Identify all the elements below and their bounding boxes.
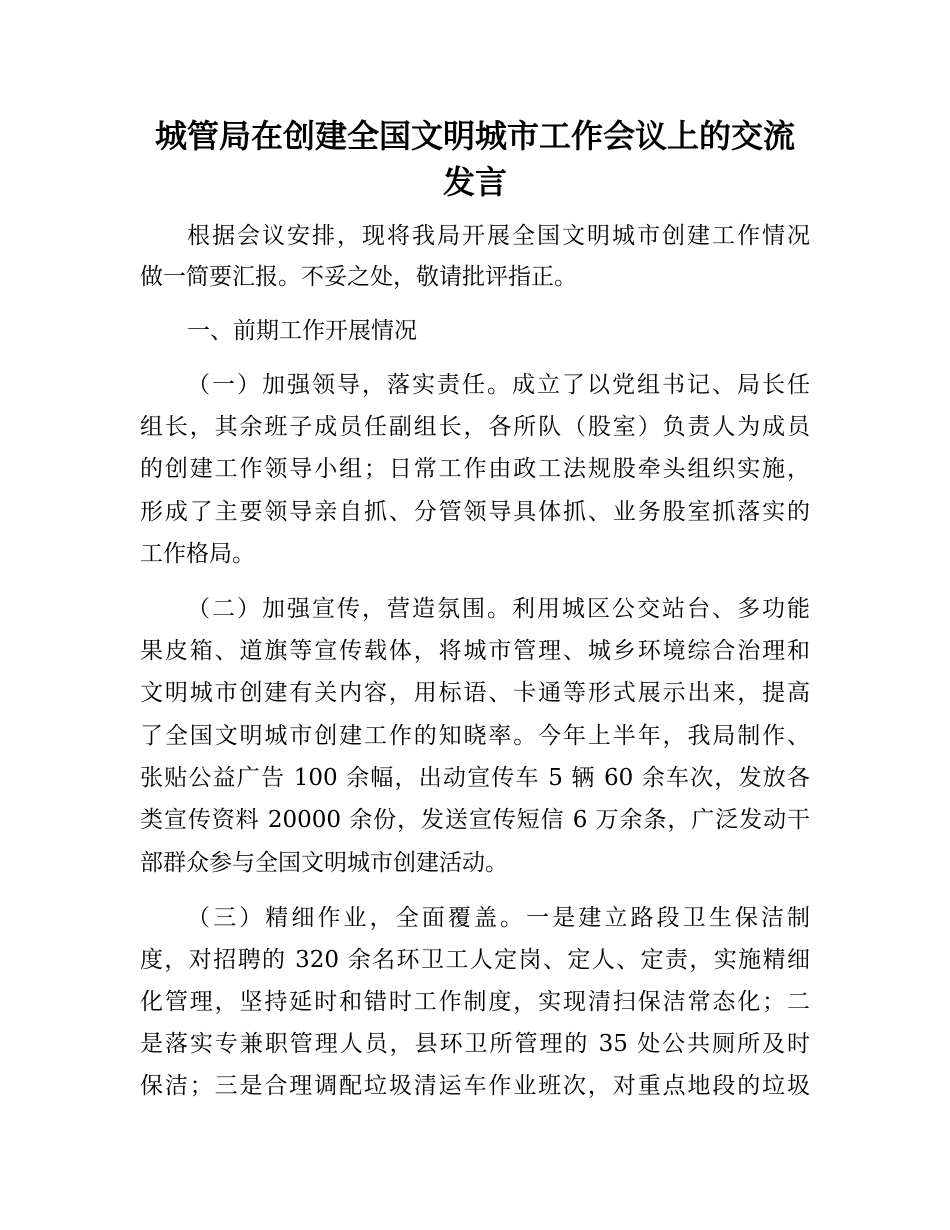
body-line: 果皮箱、道旗等宣传载体，将城市管理、城乡环境综合治理和 — [140, 638, 810, 664]
body-line: 工作格局。 — [140, 541, 255, 567]
body-line: 了全国文明城市创建工作的知晓率。今年上半年，我局制作、 — [140, 723, 810, 749]
body-line: （一）加强领导，落实责任。成立了以党组书记、局长任 — [187, 372, 810, 398]
body-line: 的创建工作领导小组；日常工作由政工法规股牵头组织实施， — [140, 456, 810, 482]
body-line: （二）加强宣传，营造氛围。利用城区公交站台、多功能 — [187, 596, 810, 622]
document-title-line-2: 发言 — [442, 163, 507, 201]
section-heading: 一、前期工作开展情况 — [187, 318, 417, 344]
body-line: 化管理，坚持延时和错时工作制度，实现清扫保洁常态化；二 — [140, 989, 810, 1015]
body-line: 是落实专兼职管理人员，县环卫所管理的 35 处公共厕所及时 — [140, 1031, 810, 1057]
body-line: （三）精细作业，全面覆盖。一是建立路段卫生保洁制 — [187, 905, 810, 931]
document-title-line-1: 城管局在创建全国文明城市工作会议上的交流 — [154, 117, 795, 155]
body-line: 形成了主要领导亲自抓、分管领导具体抓、业务股室抓落实的 — [140, 499, 810, 525]
body-line: 文明城市创建有关内容，用标语、卡通等形式展示出来，提高 — [140, 680, 810, 706]
body-line: 张贴公益广告 100 余幅，出动宣传车 5 辆 60 余车次，发放各 — [140, 765, 810, 791]
body-line: 部群众参与全国文明城市创建活动。 — [140, 850, 508, 876]
body-line: 做一简要汇报。不妥之处，敬请批评指正。 — [140, 264, 577, 290]
body-line: 度，对招聘的 320 余名环卫工人定岗、定人、定责，实施精细 — [140, 947, 810, 973]
body-line: 根据会议安排，现将我局开展全国文明城市创建工作情况 — [187, 223, 810, 249]
body-line: 保洁；三是合理调配垃圾清运车作业班次，对重点地段的垃圾 — [140, 1073, 810, 1099]
body-line: 组长，其余班子成员任副组长，各所队（股室）负责人为成员 — [140, 414, 810, 440]
body-line: 类宣传资料 20000 余份，发送宣传短信 6 万余条，广泛发动干 — [140, 807, 810, 833]
